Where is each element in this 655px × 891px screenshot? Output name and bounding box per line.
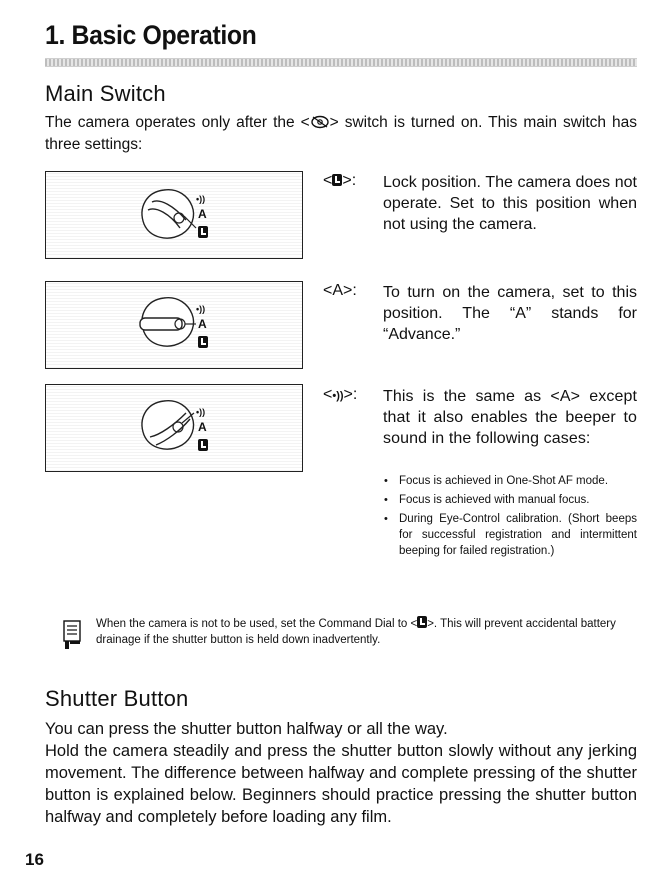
setting-label-lock — [323, 172, 356, 190]
dial-mark-a: A — [198, 420, 207, 434]
dial-illustration-advance — [45, 281, 303, 369]
main-switch-heading: Main Switch — [45, 81, 166, 106]
main-switch-dial-advance-icon — [134, 286, 224, 364]
lock-icon — [417, 616, 427, 628]
list-item: • During Eye-Control calibration. (Short beeps for successful registration and intermittent beeping for failed registration.) — [383, 511, 637, 559]
note-text-start: When the camera is not to be used, set the Command Dial to < — [96, 618, 418, 630]
chapter-title: 1. Basic Operation — [45, 20, 257, 50]
dial-mark-a: A — [198, 207, 207, 221]
beep-icon: •)) — [332, 390, 344, 402]
dial-illustration-lock — [45, 171, 303, 259]
shutter-button-heading: Shutter Button — [45, 686, 189, 711]
setting-label-beep — [323, 386, 357, 404]
lock-icon — [332, 174, 342, 186]
dial-mark-lock-icon — [198, 224, 208, 242]
page-number: 16 — [25, 850, 44, 869]
main-switch-icon — [310, 115, 330, 129]
intro-text-start: The camera operates only after the < — [45, 114, 310, 131]
dial-mark-beep: •)) — [196, 194, 206, 204]
dial-mark-lock-icon — [198, 334, 208, 352]
dial-mark-beep: •)) — [196, 304, 206, 314]
dial-mark-beep: •)) — [196, 407, 206, 417]
label-open-bracket: < — [323, 386, 333, 403]
list-item: • Focus is achieved in One-Shot AF mode. — [383, 473, 637, 489]
note-text-end: >. This will prevent accidental battery drainage if the shutter button is held down inadvertently. — [96, 618, 616, 646]
dial-mark-a: A — [198, 317, 207, 331]
label-close-bracket: >: — [342, 172, 357, 189]
setting-desc-beep: This is the same as <A> except that it also enables the beeper to sound in the following cases: — [383, 388, 637, 447]
list-item: • Focus is achieved with manual focus. — [383, 492, 637, 508]
label-open-bracket: < — [323, 172, 333, 189]
main-switch-dial-lock-icon — [134, 176, 224, 254]
setting-label-advance: <A>: — [323, 282, 357, 299]
shutter-paragraph: You can press the shutter button halfway or all the way. — [45, 720, 448, 738]
label-close-bracket: >: — [343, 386, 358, 403]
dial-mark-lock-icon — [198, 437, 208, 455]
shutter-button-body — [45, 718, 637, 828]
dial-illustration-beep — [45, 384, 303, 472]
setting-desc-advance: To turn on the camera, set to this position. The “A” stands for “Advance.” — [383, 284, 637, 343]
note-memo-icon — [63, 620, 81, 650]
title-rule — [45, 58, 637, 67]
shutter-paragraph: Hold the camera steadily and press the shutter button slowly without any jerking movement. The difference between halfway and complete pressing of the shutter button is explained below. Beginners should practice pressing the shutter button halfway and completely before loading any film. — [45, 742, 637, 826]
setting-desc-lock: Lock position. The camera does not operate. Set to this position when not using the camera. — [383, 174, 637, 233]
intro-text-end: > switch is turned on. This main switch has three settings: — [45, 114, 637, 153]
main-switch-dial-beep-icon — [134, 389, 224, 467]
beep-cases-list — [383, 473, 637, 562]
main-switch-intro — [45, 112, 637, 156]
note-text — [96, 616, 626, 648]
